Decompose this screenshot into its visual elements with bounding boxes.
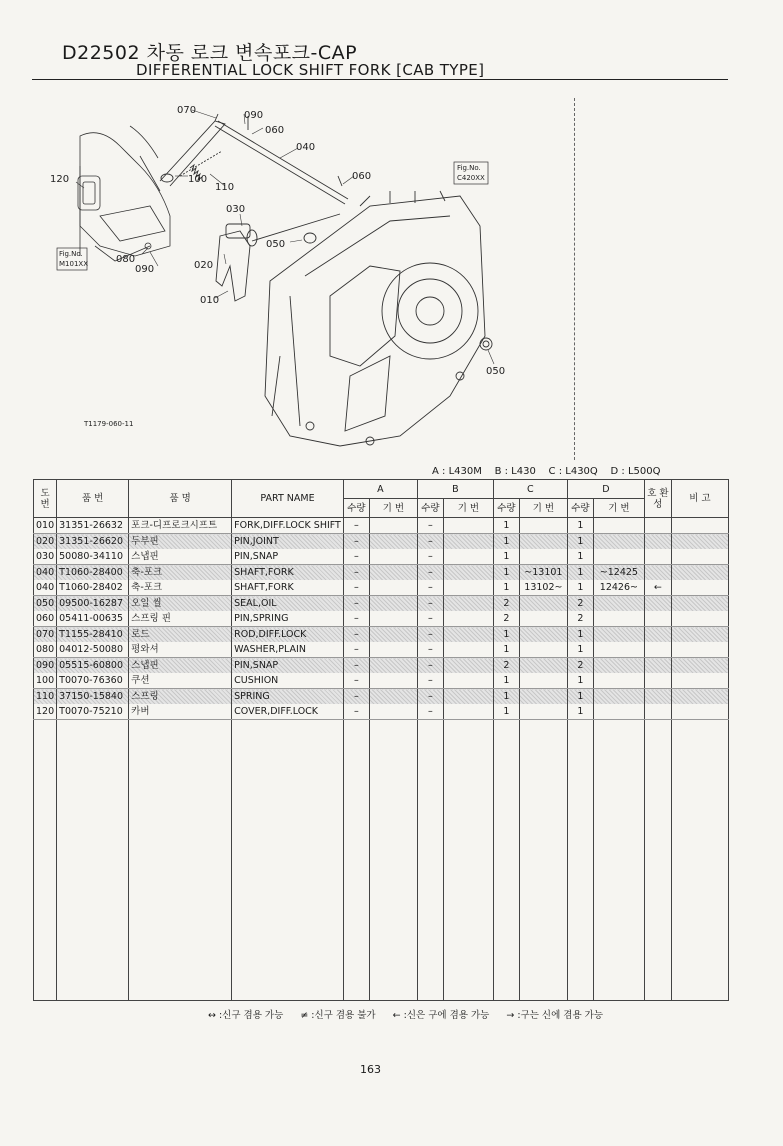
c-qty-cell: 1 — [493, 673, 519, 689]
fig-no-right-value: C420XX — [457, 174, 485, 182]
fig-no-right-label: Fig.No. — [457, 164, 481, 172]
empty-cell — [343, 720, 369, 1001]
title-underline — [32, 79, 728, 80]
part-no-cell: T1060-28400 — [57, 565, 129, 581]
ref-cell: 100 — [34, 673, 57, 689]
header-part-name: PART NAME — [232, 480, 344, 518]
ref-cell: 090 — [34, 658, 57, 674]
part-no-cell: 31351-26620 — [57, 534, 129, 550]
a-qty-cell: – — [343, 627, 369, 643]
c-serial-cell — [519, 642, 567, 658]
b-serial-cell — [443, 627, 493, 643]
b-serial-cell — [443, 534, 493, 550]
part-name-cell: PIN,SPRING — [232, 611, 344, 627]
a-qty-cell: – — [343, 534, 369, 550]
a-serial-cell — [369, 549, 417, 565]
fig-no-left-label: Fig.No. — [59, 250, 83, 258]
table-row — [34, 518, 729, 534]
part-name-kr-cell: 쿠션 — [129, 673, 232, 689]
header-compat: 호 환 성 — [644, 480, 671, 518]
compat-cell — [644, 596, 671, 612]
compat-cell — [644, 673, 671, 689]
b-serial-cell — [443, 565, 493, 581]
c-serial-cell — [519, 549, 567, 565]
callout-050-b: 050 — [486, 366, 506, 377]
d-serial-cell — [593, 642, 644, 658]
empty-cell — [232, 720, 344, 1001]
d-serial-cell — [593, 518, 644, 534]
ref-cell: 010 — [34, 518, 57, 534]
b-serial-cell — [443, 549, 493, 565]
legend-new-for-old: ← :신은 구에 겸용 가능 — [392, 1010, 490, 1021]
a-serial-cell — [369, 673, 417, 689]
compatibility-legend — [208, 1007, 617, 1021]
callout-050: 050 — [266, 239, 286, 250]
callout-040: 040 — [296, 142, 316, 153]
legend-not-compatible: ≠ :신구 겸용 불가 — [300, 1010, 376, 1021]
part-no-cell: 04012-50080 — [57, 642, 129, 658]
d-qty-cell: 1 — [567, 580, 593, 596]
a-qty-cell: – — [343, 611, 369, 627]
d-qty-cell: 1 — [567, 673, 593, 689]
part-no-cell: 50080-34110 — [57, 549, 129, 565]
header-d-qty: 수량 — [567, 499, 593, 518]
remark-cell — [671, 565, 728, 581]
remark-cell — [671, 580, 728, 596]
d-serial-cell — [593, 658, 644, 674]
c-serial-cell — [519, 611, 567, 627]
callout-120: 120 — [50, 174, 70, 185]
model-legend — [432, 466, 660, 477]
a-qty-cell: – — [343, 642, 369, 658]
c-qty-cell: 1 — [493, 549, 519, 565]
empty-cell — [34, 720, 57, 1001]
compat-cell — [644, 518, 671, 534]
part-name-cell: ROD,DIFF.LOCK — [232, 627, 344, 643]
d-serial-cell — [593, 549, 644, 565]
page-number: 163 — [360, 1063, 381, 1076]
part-no-cell: 05411-00635 — [57, 611, 129, 627]
callout-080: 080 — [116, 254, 136, 265]
part-no-cell: 31351-26632 — [57, 518, 129, 534]
b-qty-cell: – — [417, 704, 443, 720]
part-name-kr-cell: 두부핀 — [129, 534, 232, 550]
b-serial-cell — [443, 518, 493, 534]
b-serial-cell — [443, 689, 493, 705]
drawing-code: T1179-060-11 — [84, 420, 134, 428]
header-ref-no: 도 번 — [34, 480, 57, 518]
a-qty-cell: – — [343, 658, 369, 674]
b-qty-cell: – — [417, 534, 443, 550]
part-no-cell: 37150-15840 — [57, 689, 129, 705]
d-qty-cell: 1 — [567, 627, 593, 643]
d-qty-cell: 1 — [567, 565, 593, 581]
c-serial-cell — [519, 518, 567, 534]
part-no-cell: T0070-76360 — [57, 673, 129, 689]
b-qty-cell: – — [417, 673, 443, 689]
c-qty-cell: 1 — [493, 565, 519, 581]
part-name-kr-cell: 축-포크 — [129, 565, 232, 581]
a-qty-cell: – — [343, 704, 369, 720]
compat-cell — [644, 611, 671, 627]
part-name-cell: SHAFT,FORK — [232, 580, 344, 596]
part-name-cell: CUSHION — [232, 673, 344, 689]
rod-and-shaft-drawing — [160, 114, 348, 204]
model-d: D : L500Q — [610, 466, 661, 477]
part-name-cell: PIN,JOINT — [232, 534, 344, 550]
header-d-serial: 기 번 — [593, 499, 644, 518]
header-col-a: A — [343, 480, 417, 499]
c-qty-cell: 1 — [493, 642, 519, 658]
compat-cell — [644, 658, 671, 674]
header-b-qty: 수량 — [417, 499, 443, 518]
c-qty-cell: 1 — [493, 627, 519, 643]
exploded-parts-diagram — [40, 96, 570, 466]
c-qty-cell: 1 — [493, 534, 519, 550]
b-qty-cell: – — [417, 596, 443, 612]
b-qty-cell: – — [417, 518, 443, 534]
b-serial-cell — [443, 611, 493, 627]
part-name-kr-cell: 포크-디프로크시프트 — [129, 518, 232, 534]
callout-110: 110 — [215, 182, 235, 193]
remark-cell — [671, 704, 728, 720]
callout-010: 010 — [200, 295, 220, 306]
part-name-cell: SHAFT,FORK — [232, 565, 344, 581]
c-serial-cell — [519, 689, 567, 705]
d-serial-cell — [593, 627, 644, 643]
table-row — [34, 704, 729, 720]
table-row — [34, 658, 729, 674]
remark-cell — [671, 596, 728, 612]
model-a: A : L430M — [432, 466, 482, 477]
transmission-case-drawing — [265, 191, 492, 446]
part-name-kr-cell: 축-포크 — [129, 580, 232, 596]
header-b-serial: 기 번 — [443, 499, 493, 518]
table-row — [34, 611, 729, 627]
empty-cell — [417, 720, 443, 1001]
b-qty-cell: – — [417, 611, 443, 627]
part-name-kr-cell: 스프링 핀 — [129, 611, 232, 627]
d-qty-cell: 1 — [567, 704, 593, 720]
d-qty-cell: 1 — [567, 689, 593, 705]
ref-cell: 040 — [34, 565, 57, 581]
c-serial-cell — [519, 658, 567, 674]
table-empty-space — [34, 720, 729, 1001]
part-no-cell: T0070-75210 — [57, 704, 129, 720]
part-name-kr-cell: 로드 — [129, 627, 232, 643]
a-serial-cell — [369, 704, 417, 720]
c-serial-cell — [519, 704, 567, 720]
legend-old-for-new: → :구는 신에 겸용 가능 — [506, 1010, 603, 1021]
ref-cell: 050 — [34, 596, 57, 612]
ref-cell: 080 — [34, 642, 57, 658]
a-serial-cell — [369, 518, 417, 534]
a-serial-cell — [369, 642, 417, 658]
d-qty-cell: 1 — [567, 642, 593, 658]
empty-cell — [129, 720, 232, 1001]
part-no-cell: T1060-28402 — [57, 580, 129, 596]
callout-090-b: 090 — [135, 264, 155, 275]
a-qty-cell: – — [343, 689, 369, 705]
empty-cell — [443, 720, 493, 1001]
c-qty-cell: 1 — [493, 704, 519, 720]
table-row — [34, 627, 729, 643]
ref-cell: 040 — [34, 580, 57, 596]
callout-090: 090 — [244, 110, 264, 121]
d-serial-cell — [593, 689, 644, 705]
remark-cell — [671, 642, 728, 658]
ref-cell: 020 — [34, 534, 57, 550]
empty-cell — [519, 720, 567, 1001]
c-qty-cell: 2 — [493, 611, 519, 627]
part-name-cell: FORK,DIFF.LOCK SHIFT — [232, 518, 344, 534]
a-qty-cell: – — [343, 565, 369, 581]
b-qty-cell: – — [417, 549, 443, 565]
part-no-cell: 05515-60800 — [57, 658, 129, 674]
a-serial-cell — [369, 565, 417, 581]
d-qty-cell: 2 — [567, 596, 593, 612]
remark-cell — [671, 549, 728, 565]
d-serial-cell — [593, 534, 644, 550]
table-row — [34, 565, 729, 581]
part-name-cell: PIN,SNAP — [232, 549, 344, 565]
d-serial-cell — [593, 673, 644, 689]
b-qty-cell: – — [417, 565, 443, 581]
ref-cell: 060 — [34, 611, 57, 627]
d-serial-cell: ~12425 — [593, 565, 644, 581]
empty-cell — [671, 720, 728, 1001]
empty-cell — [493, 720, 519, 1001]
a-qty-cell: – — [343, 673, 369, 689]
header-col-c: C — [493, 480, 567, 499]
b-qty-cell: – — [417, 689, 443, 705]
a-serial-cell — [369, 627, 417, 643]
part-name-kr-cell: 카버 — [129, 704, 232, 720]
model-c: C : L430Q — [548, 466, 598, 477]
a-serial-cell — [369, 580, 417, 596]
b-serial-cell — [443, 704, 493, 720]
table-row — [34, 549, 729, 565]
part-name-kr-cell: 스냅핀 — [129, 549, 232, 565]
b-qty-cell: – — [417, 642, 443, 658]
remark-cell — [671, 673, 728, 689]
ref-cell: 120 — [34, 704, 57, 720]
a-qty-cell: – — [343, 518, 369, 534]
c-serial-cell — [519, 534, 567, 550]
c-qty-cell: 2 — [493, 596, 519, 612]
callout-030: 030 — [226, 204, 246, 215]
compat-cell — [644, 627, 671, 643]
d-qty-cell: 1 — [567, 549, 593, 565]
c-qty-cell: 1 — [493, 580, 519, 596]
d-qty-cell: 1 — [567, 518, 593, 534]
b-qty-cell: – — [417, 627, 443, 643]
b-qty-cell: – — [417, 658, 443, 674]
ref-cell: 030 — [34, 549, 57, 565]
a-qty-cell: – — [343, 580, 369, 596]
empty-cell — [593, 720, 644, 1001]
part-name-kr-cell: 오일 씰 — [129, 596, 232, 612]
d-serial-cell — [593, 611, 644, 627]
page-title-english: DIFFERENTIAL LOCK SHIFT FORK [CAB TYPE] — [136, 61, 485, 79]
remark-cell — [671, 689, 728, 705]
b-serial-cell — [443, 580, 493, 596]
d-serial-cell — [593, 704, 644, 720]
d-qty-cell: 2 — [567, 658, 593, 674]
compat-cell — [644, 704, 671, 720]
compat-cell — [644, 549, 671, 565]
part-name-cell: SEAL,OIL — [232, 596, 344, 612]
compat-cell — [644, 642, 671, 658]
table-row — [34, 689, 729, 705]
table-row — [34, 534, 729, 550]
callout-060-b: 060 — [352, 171, 372, 182]
legend-both-ways: ↔ :신구 겸용 가능 — [208, 1010, 284, 1021]
cab-side-drawing — [78, 126, 170, 261]
header-col-d: D — [567, 480, 644, 499]
header-remark: 비 고 — [671, 480, 728, 518]
header-a-serial: 기 번 — [369, 499, 417, 518]
empty-cell — [567, 720, 593, 1001]
c-serial-cell — [519, 596, 567, 612]
c-qty-cell: 2 — [493, 658, 519, 674]
remark-cell — [671, 534, 728, 550]
parts-table — [33, 479, 729, 1001]
table-row — [34, 673, 729, 689]
header-c-qty: 수량 — [493, 499, 519, 518]
b-qty-cell: – — [417, 580, 443, 596]
callout-100: 100 — [188, 174, 208, 185]
part-name-kr-cell: 평와셔 — [129, 642, 232, 658]
ref-cell: 110 — [34, 689, 57, 705]
callout-020: 020 — [194, 260, 214, 271]
part-name-kr-cell: 스프링 — [129, 689, 232, 705]
part-no-cell: 09500-16287 — [57, 596, 129, 612]
part-no-cell: T1155-28410 — [57, 627, 129, 643]
dashed-divider — [574, 98, 575, 460]
part-name-cell: PIN,SNAP — [232, 658, 344, 674]
empty-cell — [57, 720, 129, 1001]
header-part-no: 품 번 — [57, 480, 129, 518]
callout-070: 070 — [177, 105, 197, 116]
remark-cell — [671, 611, 728, 627]
d-serial-cell — [593, 596, 644, 612]
model-b: B : L430 — [494, 466, 536, 477]
part-name-cell: WASHER,PLAIN — [232, 642, 344, 658]
c-serial-cell — [519, 673, 567, 689]
c-serial-cell: ~13101 — [519, 565, 567, 581]
a-qty-cell: – — [343, 596, 369, 612]
b-serial-cell — [443, 658, 493, 674]
empty-cell — [369, 720, 417, 1001]
header-part-name-kr: 품 명 — [129, 480, 232, 518]
compat-cell — [644, 565, 671, 581]
c-qty-cell: 1 — [493, 518, 519, 534]
empty-cell — [644, 720, 671, 1001]
page-title-korean: D22502 차동 로크 변속포크-CAP — [62, 42, 358, 64]
d-qty-cell: 1 — [567, 534, 593, 550]
header-col-b: B — [417, 480, 493, 499]
part-name-kr-cell: 스냅핀 — [129, 658, 232, 674]
d-serial-cell: 12426~ — [593, 580, 644, 596]
a-qty-cell: – — [343, 549, 369, 565]
c-serial-cell — [519, 627, 567, 643]
remark-cell — [671, 658, 728, 674]
a-serial-cell — [369, 658, 417, 674]
c-qty-cell: 1 — [493, 689, 519, 705]
d-qty-cell: 2 — [567, 611, 593, 627]
ref-cell: 070 — [34, 627, 57, 643]
part-name-cell: COVER,DIFF.LOCK — [232, 704, 344, 720]
compat-cell: ← — [644, 580, 671, 596]
a-serial-cell — [369, 689, 417, 705]
b-serial-cell — [443, 642, 493, 658]
remark-cell — [671, 518, 728, 534]
callout-060: 060 — [265, 125, 285, 136]
fig-no-left-value: M101XX — [59, 260, 88, 268]
compat-cell — [644, 689, 671, 705]
table-row — [34, 580, 729, 596]
table-row — [34, 596, 729, 612]
b-serial-cell — [443, 596, 493, 612]
a-serial-cell — [369, 596, 417, 612]
part-name-cell: SPRING — [232, 689, 344, 705]
header-c-serial: 기 번 — [519, 499, 567, 518]
a-serial-cell — [369, 611, 417, 627]
header-a-qty: 수량 — [343, 499, 369, 518]
c-serial-cell: 13102~ — [519, 580, 567, 596]
a-serial-cell — [369, 534, 417, 550]
b-serial-cell — [443, 673, 493, 689]
remark-cell — [671, 627, 728, 643]
compat-cell — [644, 534, 671, 550]
fork-drawing — [216, 214, 340, 301]
table-row — [34, 642, 729, 658]
